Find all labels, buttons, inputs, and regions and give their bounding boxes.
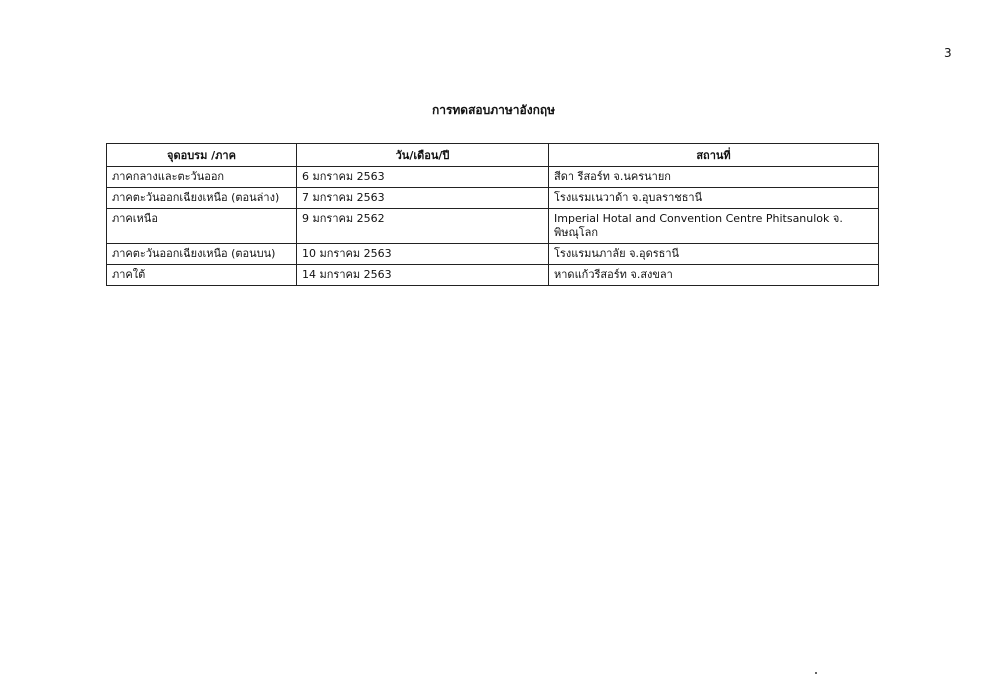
date-cell: 10 มกราคม 2563 xyxy=(297,244,549,265)
region-cell: ภาคใต้ xyxy=(107,265,297,286)
region-cell: ภาคตะวันออกเฉียงเหนือ (ตอนล่าง) xyxy=(107,188,297,209)
document-title: การทดสอบภาษาอังกฤษ xyxy=(431,103,556,117)
column-header-venue: สถานที่ xyxy=(549,144,879,167)
date-cell: 9 มกราคม 2562 xyxy=(297,209,549,244)
region-cell: ภาคตะวันออกเฉียงเหนือ (ตอนบน) xyxy=(107,244,297,265)
table-header-row xyxy=(107,144,879,167)
table-row xyxy=(107,244,879,265)
scan-dot-mark xyxy=(815,672,817,674)
column-header-date: วัน/เดือน/ปี xyxy=(297,144,549,167)
venue-cell: หาดแก้วรีสอร์ท จ.สงขลา xyxy=(549,265,879,286)
table-row xyxy=(107,167,879,188)
table-row xyxy=(107,188,879,209)
date-cell: 7 มกราคม 2563 xyxy=(297,188,549,209)
date-cell: 14 มกราคม 2563 xyxy=(297,265,549,286)
venue-cell: โรงแรมนภาลัย จ.อุดรธานี xyxy=(549,244,879,265)
region-cell: ภาคเหนือ xyxy=(107,209,297,244)
date-cell: 6 มกราคม 2563 xyxy=(297,167,549,188)
table-row xyxy=(107,265,879,286)
column-header-region: จุดอบรม /ภาค xyxy=(107,144,297,167)
region-cell: ภาคกลางและตะวันออก xyxy=(107,167,297,188)
venue-cell: Imperial Hotal and Convention Centre Phitsanulok จ. พิษณุโลก xyxy=(549,209,879,244)
venue-cell: โรงแรมเนวาด้า จ.อุบลราชธานี xyxy=(549,188,879,209)
page-number: 3 xyxy=(944,46,952,60)
training-schedule-table xyxy=(106,143,879,286)
venue-cell: สีดา รีสอร์ท จ.นครนายก xyxy=(549,167,879,188)
table-row xyxy=(107,209,879,244)
